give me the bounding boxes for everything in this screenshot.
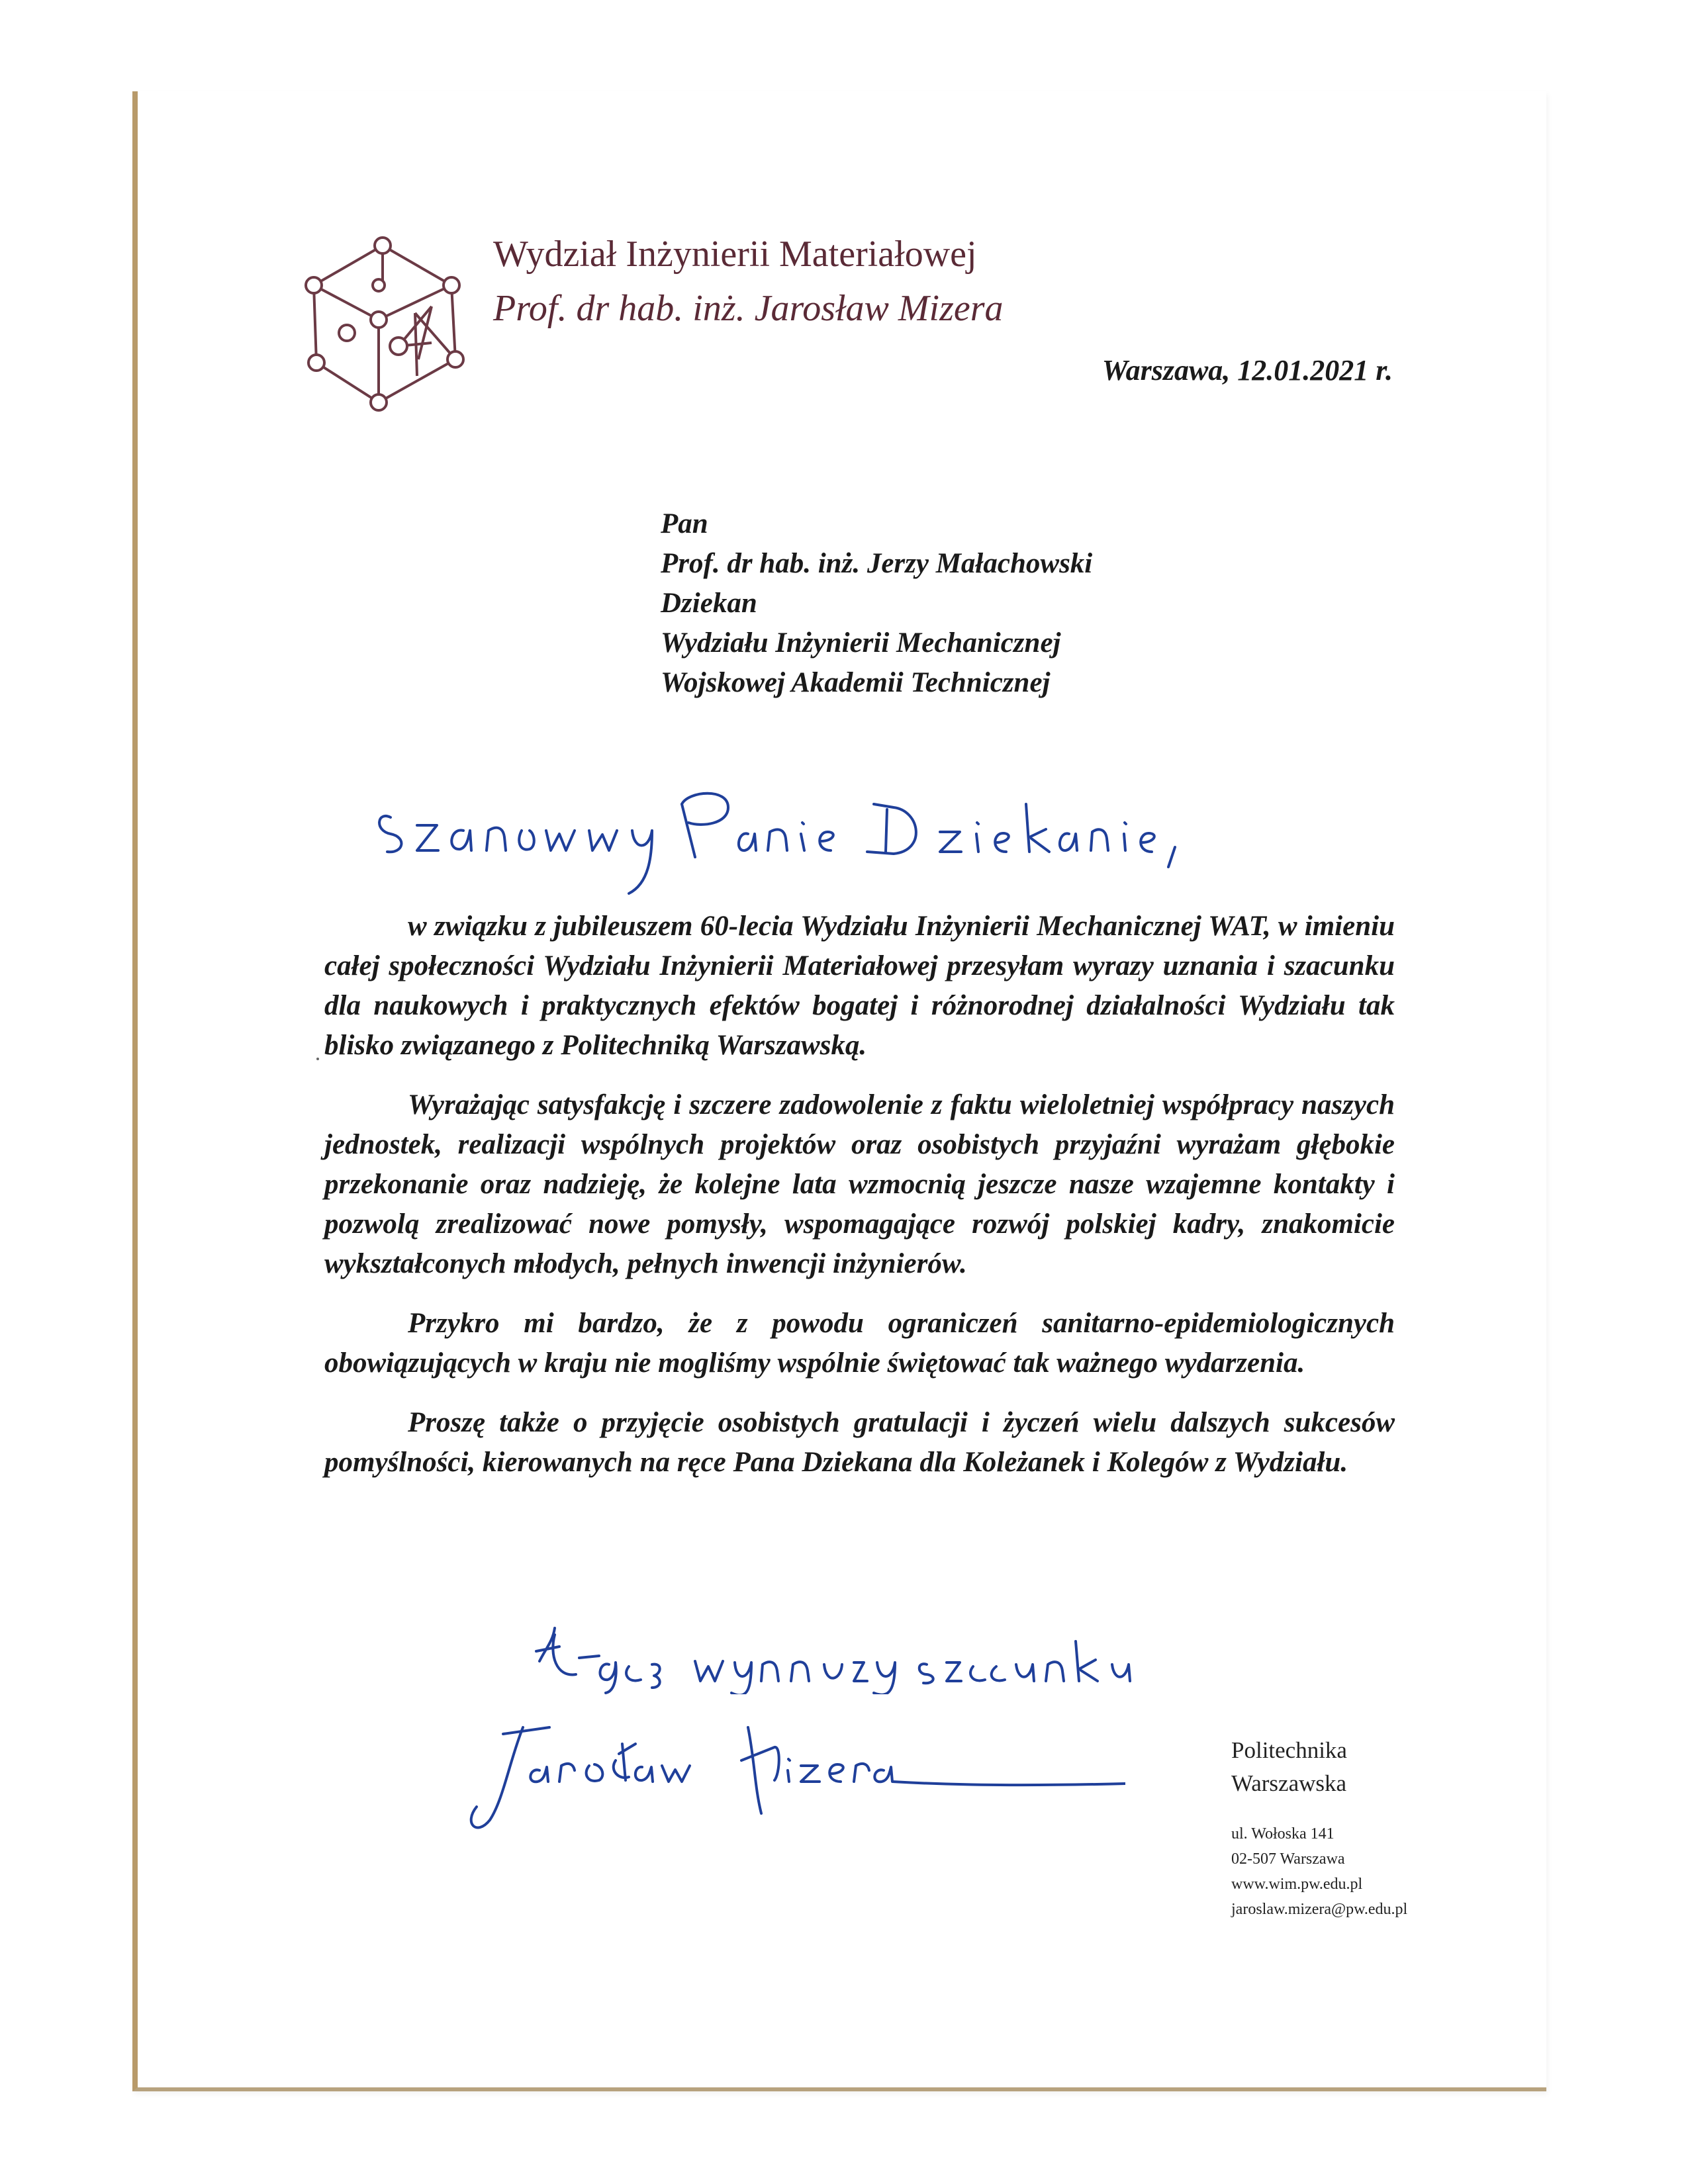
handwritten-signature [463,1707,1125,1840]
faculty-logo-icon [299,234,470,417]
institution-block [1231,1734,1347,1800]
body-paragraph: Proszę także o przyjęcie osobistych gratulacji i życzeń wielu dalszych sukcesów pomyślności, kierowanych na ręce Pana Dziekana dla Koleżanek i Kolegów z Wydziału. [324,1407,1395,1478]
institution-line: Politechnika [1231,1737,1347,1763]
contact-address: ul. Wołoska 141 [1231,1825,1335,1843]
contact-email: jaroslaw.mizera@pw.edu.pl [1231,1901,1408,1918]
recipient-line: Wydziału Inżynierii Mechanicznej [661,627,1061,659]
recipient-block [661,504,1092,703]
contact-city: 02-507 Warszawa [1231,1850,1345,1868]
faculty-name: Wydział Inżynierii Materiałowej [493,234,977,275]
letter-date: Warszawa, 12.01.2021 r. [1102,354,1393,387]
body-paragraph: Przykro mi bardzo, że z powodu ograniczeń sanitarno-epidemiologicznych obowiązujących w kraju nie mogliśmy wspólnie świętować tak ważnego wydarzenia. [324,1308,1395,1379]
recipient-line: Dziekan [661,588,757,619]
letter-body [324,907,1395,1502]
body-paragraph: w związku z jubileuszem 60-lecia Wydziału Inżynierii Mechanicznej WAT, w imieniu całej społeczności Wydziału Inżynierii Materiałowej przesyłam wyrazy uznania i szacunku dla naukowych i praktycznych efektów bogatej i różnorodnej działalności Wydziału tak blisko związanego z Politechniką Warszawską. [324,911,1395,1061]
handwritten-closing [530,1615,1185,1694]
recipient-line: Wojskowej Akademii Technicznej [661,667,1051,698]
contact-website: www.wim.pw.edu.pl [1231,1876,1363,1893]
institution-line: Warszawska [1231,1770,1347,1796]
body-paragraph: Wyrażając satysfakcję i szczere zadowolenie z faktu wieloletniej współpracy naszych jednostek, realizacji wspólnych projektów oraz osobistych przyjaźni wyrażam głębokie przekonanie oraz nadzieję, że kolejne lata wzmocnią jeszcze nasze wzajemne kontakty i pozwolą zrealizować nowe pomysły, wspomagające rozwój polskiej kadry, znakomicie wykształconych młodych, pełnych inwencji inżynierów. [324,1089,1395,1279]
recipient-line: Prof. dr hab. inż. Jerzy Małachowski [661,548,1093,579]
author-name: Prof. dr hab. inż. Jarosław Mizera [493,288,1004,329]
recipient-line: Pan [661,508,708,539]
handwritten-greeting [371,778,1192,903]
paper-speck [316,1058,319,1060]
contact-block [1231,1821,1407,1922]
